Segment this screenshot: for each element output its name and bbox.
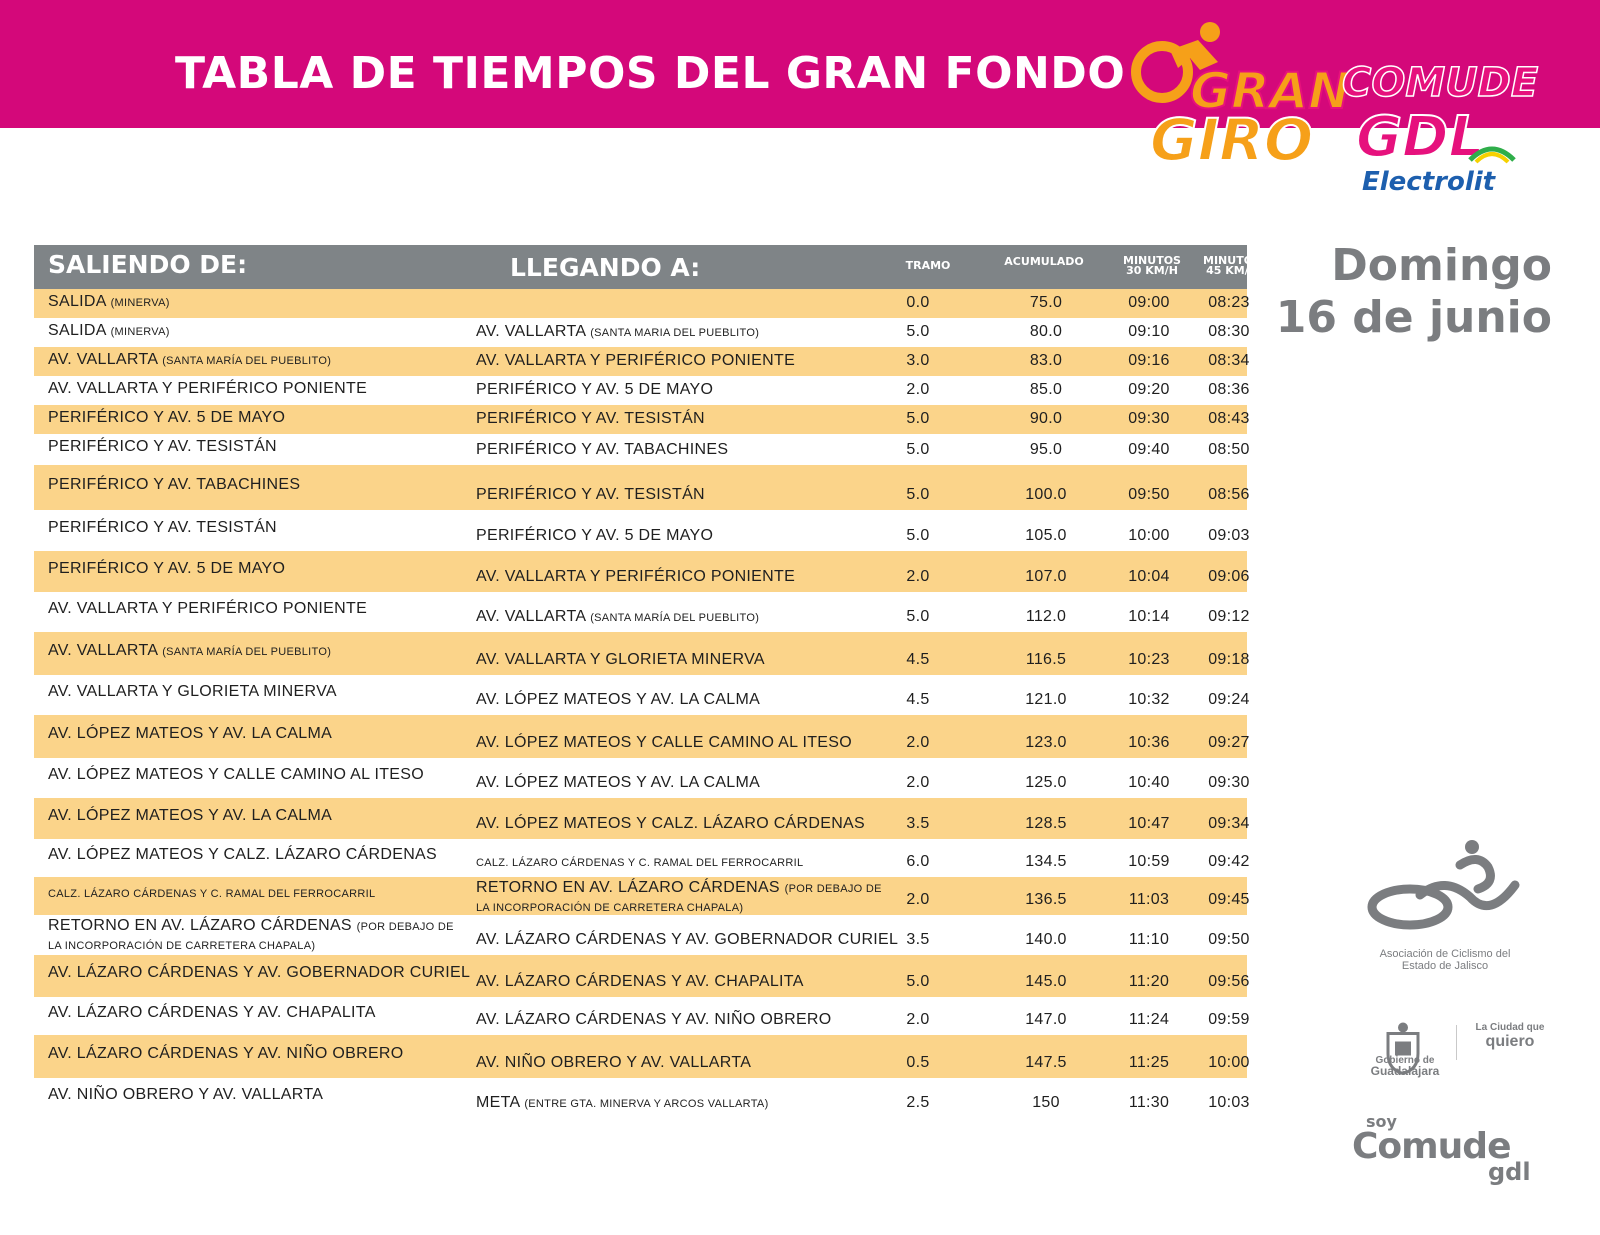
table-row — [34, 434, 1250, 465]
acumulado-value: 75.0 — [1029, 294, 1063, 311]
minutes-45-value: 08:56 — [1208, 486, 1250, 503]
from-name: PERIFÉRICO Y AV. 5 DE MAYO — [48, 409, 286, 426]
tramo-value: 2.0 — [906, 1011, 930, 1028]
from-name: AV. LÓPEZ MATEOS Y AV. LA CALMA — [48, 725, 333, 742]
minutes-30-value: 11:10 — [1128, 931, 1170, 948]
logo-giro: GIRO — [1150, 106, 1314, 174]
from-name: AV. LÓPEZ MATEOS Y CALZ. LÁZARO CÁRDENAS — [48, 846, 437, 863]
table-row — [34, 715, 1250, 758]
header-m45-line2: 45 KM/H — [1206, 264, 1258, 277]
minutes-30-value: 09:40 — [1128, 441, 1170, 458]
from-location — [48, 807, 332, 825]
to-name: AV. LÁZARO CÁRDENAS Y AV. GOBERNADOR CURIEL — [476, 931, 899, 948]
to-name: AV. LÁZARO CÁRDENAS Y AV. NIÑO OBRERO — [476, 1011, 832, 1028]
table-row — [34, 955, 1250, 997]
from-detail: (MINERVA) — [110, 297, 170, 309]
tramo-value: 2.0 — [906, 891, 930, 908]
to-location — [476, 608, 759, 626]
acumulado-value: 136.5 — [1025, 891, 1067, 908]
from-location — [48, 884, 375, 902]
to-location — [476, 486, 705, 504]
minutes-30-value: 10:04 — [1128, 568, 1170, 585]
acumulado-value: 140.0 — [1025, 931, 1067, 948]
from-name: AV. LÓPEZ MATEOS Y CALLE CAMINO AL ITESO — [48, 766, 424, 783]
header-m30-line1: MINUTOS — [1123, 254, 1181, 267]
to-detail: (POR DEBAJO DE — [784, 883, 882, 895]
from-name: AV. LÁZARO CÁRDENAS Y AV. GOBERNADOR CURIEL — [48, 964, 471, 981]
minutes-30-value: 11:03 — [1128, 891, 1170, 908]
to-detail: (ENTRE GTA. MINERVA Y ARCOS VALLARTA) — [524, 1098, 769, 1110]
from-name: AV. VALLARTA Y PERIFÉRICO PONIENTE — [48, 380, 368, 397]
from-location — [48, 519, 277, 537]
to-detail: CALZ. LÁZARO CÁRDENAS Y C. RAMAL DEL FERROCARRIL — [476, 857, 804, 869]
table-row — [34, 632, 1250, 675]
acumulado-value: 134.5 — [1025, 853, 1067, 870]
from-detail: (MINERVA) — [110, 326, 170, 338]
minutes-45-value: 08:36 — [1208, 381, 1250, 398]
to-name: AV. VALLARTA Y PERIFÉRICO PONIENTE — [476, 568, 796, 585]
to-location — [476, 323, 759, 341]
from-name: PERIFÉRICO Y AV. 5 DE MAYO — [48, 560, 286, 577]
from-location — [48, 322, 170, 340]
to-detail: (SANTA MARIA DEL PUEBLITO) — [590, 327, 760, 339]
to-name: AV. LÁZARO CÁRDENAS Y AV. CHAPALITA — [476, 973, 804, 990]
minutes-30-value: 09:00 — [1128, 294, 1170, 311]
tramo-value: 2.5 — [906, 1094, 930, 1111]
table-row — [34, 997, 1250, 1035]
to-name: META — [476, 1094, 520, 1111]
minutes-30-value: 10:40 — [1128, 774, 1170, 791]
from-name: AV. LÁZARO CÁRDENAS Y AV. NIÑO OBRERO — [48, 1045, 404, 1062]
to-name: AV. VALLARTA Y PERIFÉRICO PONIENTE — [476, 352, 796, 369]
to-location — [476, 441, 728, 459]
acej-caption — [1355, 948, 1535, 972]
from-name: PERIFÉRICO Y AV. TESISTÁN — [48, 438, 277, 455]
to-name: AV. VALLARTA — [476, 323, 586, 340]
acumulado-value: 128.5 — [1025, 815, 1067, 832]
page-title: TABLA DE TIEMPOS DEL GRAN FONDO — [175, 48, 1126, 99]
times-table — [34, 245, 1261, 1118]
to-name: PERIFÉRICO Y AV. TESISTÁN — [476, 410, 705, 427]
acej-line1: Asociación de Ciclismo del — [1379, 948, 1511, 960]
tramo-value: 2.0 — [906, 568, 930, 585]
comude-gdl: gdl — [1488, 1158, 1531, 1186]
minutes-45-value: 09:56 — [1208, 973, 1250, 990]
minutes-45-value: 08:43 — [1208, 410, 1250, 427]
to-name: PERIFÉRICO Y AV. TESISTÁN — [476, 486, 705, 503]
tramo-value: 6.0 — [906, 853, 930, 870]
from-name: AV. VALLARTA Y GLORIETA MINERVA — [48, 683, 337, 700]
minutes-30-value: 10:00 — [1128, 527, 1170, 544]
from-location — [48, 1086, 323, 1104]
table-row — [34, 877, 1250, 915]
to-location — [476, 815, 865, 833]
to-location — [476, 352, 795, 370]
to-location — [476, 527, 713, 545]
acumulado-value: 121.0 — [1025, 691, 1067, 708]
from-name: AV. LÓPEZ MATEOS Y AV. LA CALMA — [48, 807, 333, 824]
logo-comude: COMUDE — [1342, 60, 1539, 106]
acumulado-value: 100.0 — [1025, 486, 1067, 503]
to-detail-2: LA INCORPORACIÓN DE CARRETERA CHAPALA) — [476, 902, 744, 914]
to-location — [476, 774, 760, 792]
to-location — [476, 568, 795, 586]
tramo-value: 2.0 — [906, 734, 930, 751]
guadalajara-caption — [1360, 1056, 1450, 1076]
tramo-value: 0.0 — [906, 294, 930, 311]
tramo-value: 5.0 — [906, 973, 930, 990]
to-location — [476, 853, 803, 871]
to-name: AV. LÓPEZ MATEOS Y AV. LA CALMA — [476, 774, 761, 791]
header-to: LLEGANDO A: — [510, 253, 701, 282]
tramo-value: 3.5 — [906, 815, 930, 832]
header-m30-line2: 30 KM/H — [1126, 264, 1178, 277]
from-name: AV. LÁZARO CÁRDENAS Y AV. CHAPALITA — [48, 1004, 376, 1021]
header-acumulado: ACUMULADO — [1004, 255, 1084, 268]
minutes-30-value: 10:36 — [1128, 734, 1170, 751]
from-location — [48, 683, 337, 701]
from-location — [48, 846, 437, 864]
to-location — [476, 1054, 751, 1072]
minutes-30-value: 09:10 — [1128, 323, 1170, 340]
logo-divider — [1456, 1025, 1457, 1060]
from-location — [48, 766, 424, 784]
acumulado-value: 85.0 — [1029, 381, 1063, 398]
table-row — [34, 592, 1250, 632]
logo-gdl: GDL — [1356, 105, 1485, 170]
from-location — [48, 351, 331, 369]
gran-giro-logo — [1120, 10, 1580, 210]
minutes-45-value: 10:00 — [1208, 1054, 1250, 1071]
minutes-45-value: 08:30 — [1208, 323, 1250, 340]
lcq-line1: La Ciudad que — [1475, 1022, 1545, 1033]
acumulado-value: 80.0 — [1029, 323, 1063, 340]
table-row — [34, 839, 1250, 877]
acumulado-value: 147.5 — [1025, 1054, 1067, 1071]
ciudad-que-quiero-logo — [1470, 1022, 1550, 1051]
acumulado-value: 105.0 — [1025, 527, 1067, 544]
minutes-45-value: 08:23 — [1208, 294, 1250, 311]
to-location — [476, 691, 760, 709]
from-name: RETORNO EN AV. LÁZARO CÁRDENAS — [48, 917, 352, 934]
header-m45-line1: MINUTOS — [1203, 254, 1261, 267]
comude-main: Comude — [1352, 1126, 1511, 1167]
from-location — [48, 1045, 404, 1063]
from-detail: (POR DEBAJO DE — [356, 921, 454, 933]
cycling-association-icon — [1372, 859, 1515, 925]
minutes-45-value: 09:42 — [1208, 853, 1250, 870]
acej-line2: Estado de Jalisco — [1401, 960, 1489, 972]
tramo-value: 2.0 — [906, 774, 930, 791]
header-from: SALIENDO DE: — [48, 250, 248, 279]
comude-soy: soy — [1366, 1112, 1397, 1131]
minutes-30-value: 09:16 — [1128, 352, 1170, 369]
from-location — [48, 642, 331, 660]
minutes-30-value: 10:47 — [1128, 815, 1170, 832]
from-name: PERIFÉRICO Y AV. TESISTÁN — [48, 519, 277, 536]
from-name: SALIDA — [48, 322, 106, 339]
table-row — [34, 758, 1250, 798]
minutes-45-value: 09:59 — [1208, 1011, 1250, 1028]
tramo-value: 5.0 — [906, 608, 930, 625]
tramo-value: 3.5 — [906, 931, 930, 948]
from-name: AV. NIÑO OBRERO Y AV. VALLARTA — [48, 1086, 324, 1103]
minutes-45-value: 09:03 — [1208, 527, 1250, 544]
to-name: RETORNO EN AV. LÁZARO CÁRDENAS — [476, 879, 780, 896]
event-day: Domingo — [1331, 240, 1552, 291]
minutes-30-value: 11:24 — [1128, 1011, 1170, 1028]
minutes-45-value: 08:50 — [1208, 441, 1250, 458]
table-row — [34, 318, 1250, 347]
table-row — [34, 1078, 1250, 1118]
minutes-45-value: 09:06 — [1208, 568, 1250, 585]
tramo-value: 5.0 — [906, 486, 930, 503]
to-location — [476, 651, 765, 669]
from-location — [48, 476, 300, 494]
to-name: AV. LÓPEZ MATEOS Y CALZ. LÁZARO CÁRDENAS — [476, 815, 865, 832]
acumulado-value: 125.0 — [1025, 774, 1067, 791]
acumulado-value: 83.0 — [1029, 352, 1063, 369]
header-minutes-30 — [1122, 256, 1182, 276]
from-location — [48, 380, 367, 398]
lcq-line2: quiero — [1485, 1033, 1535, 1050]
minutes-30-value: 10:32 — [1128, 691, 1170, 708]
minutes-45-value: 10:03 — [1208, 1094, 1250, 1111]
acumulado-value: 123.0 — [1025, 734, 1067, 751]
tramo-value: 5.0 — [906, 441, 930, 458]
to-location — [476, 973, 804, 991]
to-name: AV. LÓPEZ MATEOS Y AV. LA CALMA — [476, 691, 761, 708]
from-name: PERIFÉRICO Y AV. TABACHINES — [48, 476, 301, 493]
from-detail: (SANTA MARÍA DEL PUEBLITO) — [162, 646, 332, 658]
minutes-30-value: 11:30 — [1128, 1094, 1170, 1111]
header-minutes-45 — [1202, 256, 1262, 276]
to-detail: (SANTA MARÍA DEL PUEBLITO) — [590, 612, 760, 624]
tramo-value: 5.0 — [906, 323, 930, 340]
table-row — [34, 405, 1250, 434]
to-name: PERIFÉRICO Y AV. TABACHINES — [476, 441, 729, 458]
from-location — [48, 293, 170, 311]
from-detail: (SANTA MARÍA DEL PUEBLITO) — [162, 355, 332, 367]
minutes-30-value: 11:20 — [1128, 973, 1170, 990]
logo-gran: GRAN — [1190, 62, 1351, 120]
minutes-45-value: 09:45 — [1208, 891, 1250, 908]
minutes-45-value: 09:12 — [1208, 608, 1250, 625]
acumulado-value: 112.0 — [1025, 608, 1067, 625]
logo-sponsor: Electrolit — [1362, 167, 1496, 197]
minutes-45-value: 09:30 — [1208, 774, 1250, 791]
minutes-45-value: 09:18 — [1208, 651, 1250, 668]
to-location — [476, 381, 713, 399]
tramo-value: 4.5 — [906, 651, 930, 668]
table-body — [34, 289, 1250, 1118]
acej-logo — [1360, 835, 1530, 945]
guadalajara-seal-icon — [1368, 1002, 1438, 1097]
table-row — [34, 465, 1250, 510]
from-location — [48, 438, 277, 456]
tramo-value: 5.0 — [906, 410, 930, 427]
header-tramo: TRAMO — [905, 259, 951, 272]
tramo-value: 0.5 — [906, 1054, 930, 1071]
from-location — [48, 600, 367, 618]
from-detail-2: LA INCORPORACIÓN DE CARRETERA CHAPALA) — [48, 940, 316, 952]
to-name: AV. LÓPEZ MATEOS Y CALLE CAMINO AL ITESO — [476, 734, 852, 751]
event-day-date: 16 de junio — [1275, 292, 1552, 343]
table-row — [34, 798, 1250, 839]
acumulado-value: 116.5 — [1025, 651, 1067, 668]
to-name: PERIFÉRICO Y AV. 5 DE MAYO — [476, 527, 714, 544]
to-location — [476, 734, 852, 752]
acumulado-value: 95.0 — [1029, 441, 1063, 458]
minutes-30-value: 10:59 — [1128, 853, 1170, 870]
tramo-value: 4.5 — [906, 691, 930, 708]
table-row — [34, 675, 1250, 715]
acumulado-value: 90.0 — [1029, 410, 1063, 427]
minutes-30-value: 09:50 — [1128, 486, 1170, 503]
from-name: AV. VALLARTA — [48, 351, 158, 368]
tramo-value: 5.0 — [906, 527, 930, 544]
from-location — [48, 1004, 376, 1022]
from-location — [48, 725, 332, 743]
from-location — [48, 560, 285, 578]
from-name: AV. VALLARTA — [48, 642, 158, 659]
acumulado-value: 107.0 — [1025, 568, 1067, 585]
minutes-30-value: 09:20 — [1128, 381, 1170, 398]
from-name: SALIDA — [48, 293, 106, 310]
to-name: PERIFÉRICO Y AV. 5 DE MAYO — [476, 381, 714, 398]
table-row — [34, 915, 1250, 955]
gdl-line2: Guadalajara — [1370, 1064, 1440, 1078]
tramo-value: 2.0 — [906, 381, 930, 398]
minutes-45-value: 08:34 — [1208, 352, 1250, 369]
to-name: AV. VALLARTA Y GLORIETA MINERVA — [476, 651, 765, 668]
event-date — [1276, 240, 1552, 344]
minutes-45-value: 09:50 — [1208, 931, 1250, 948]
tramo-value: 3.0 — [906, 352, 930, 369]
table-row — [34, 551, 1250, 592]
acumulado-value: 145.0 — [1025, 973, 1067, 990]
to-name: AV. VALLARTA — [476, 608, 586, 625]
to-location — [476, 931, 898, 949]
from-location — [48, 917, 454, 955]
table-row — [34, 1035, 1250, 1078]
acumulado-value: 147.0 — [1025, 1011, 1067, 1028]
minutes-45-value: 09:34 — [1208, 815, 1250, 832]
from-location — [48, 964, 470, 982]
minutes-30-value: 10:14 — [1128, 608, 1170, 625]
minutes-30-value: 09:30 — [1128, 410, 1170, 427]
gdl-line1: Gobierno de — [1375, 1055, 1435, 1066]
from-name: AV. VALLARTA Y PERIFÉRICO PONIENTE — [48, 600, 368, 617]
from-detail: CALZ. LÁZARO CÁRDENAS Y C. RAMAL DEL FERROCARRIL — [48, 888, 376, 900]
to-location — [476, 1094, 769, 1112]
minutes-45-value: 09:24 — [1208, 691, 1250, 708]
table-row — [34, 510, 1250, 551]
table-row — [34, 289, 1250, 318]
to-name: AV. NIÑO OBRERO Y AV. VALLARTA — [476, 1054, 752, 1071]
table-row — [34, 376, 1250, 405]
minutes-30-value: 11:25 — [1128, 1054, 1170, 1071]
to-location — [476, 879, 882, 917]
to-location — [476, 410, 705, 428]
table-row — [34, 347, 1250, 376]
from-location — [48, 409, 285, 427]
minutes-30-value: 10:23 — [1128, 651, 1170, 668]
acumulado-value: 150 — [1032, 1094, 1060, 1111]
table-header — [34, 245, 1261, 289]
to-location — [476, 1011, 832, 1029]
minutes-45-value: 09:27 — [1208, 734, 1250, 751]
